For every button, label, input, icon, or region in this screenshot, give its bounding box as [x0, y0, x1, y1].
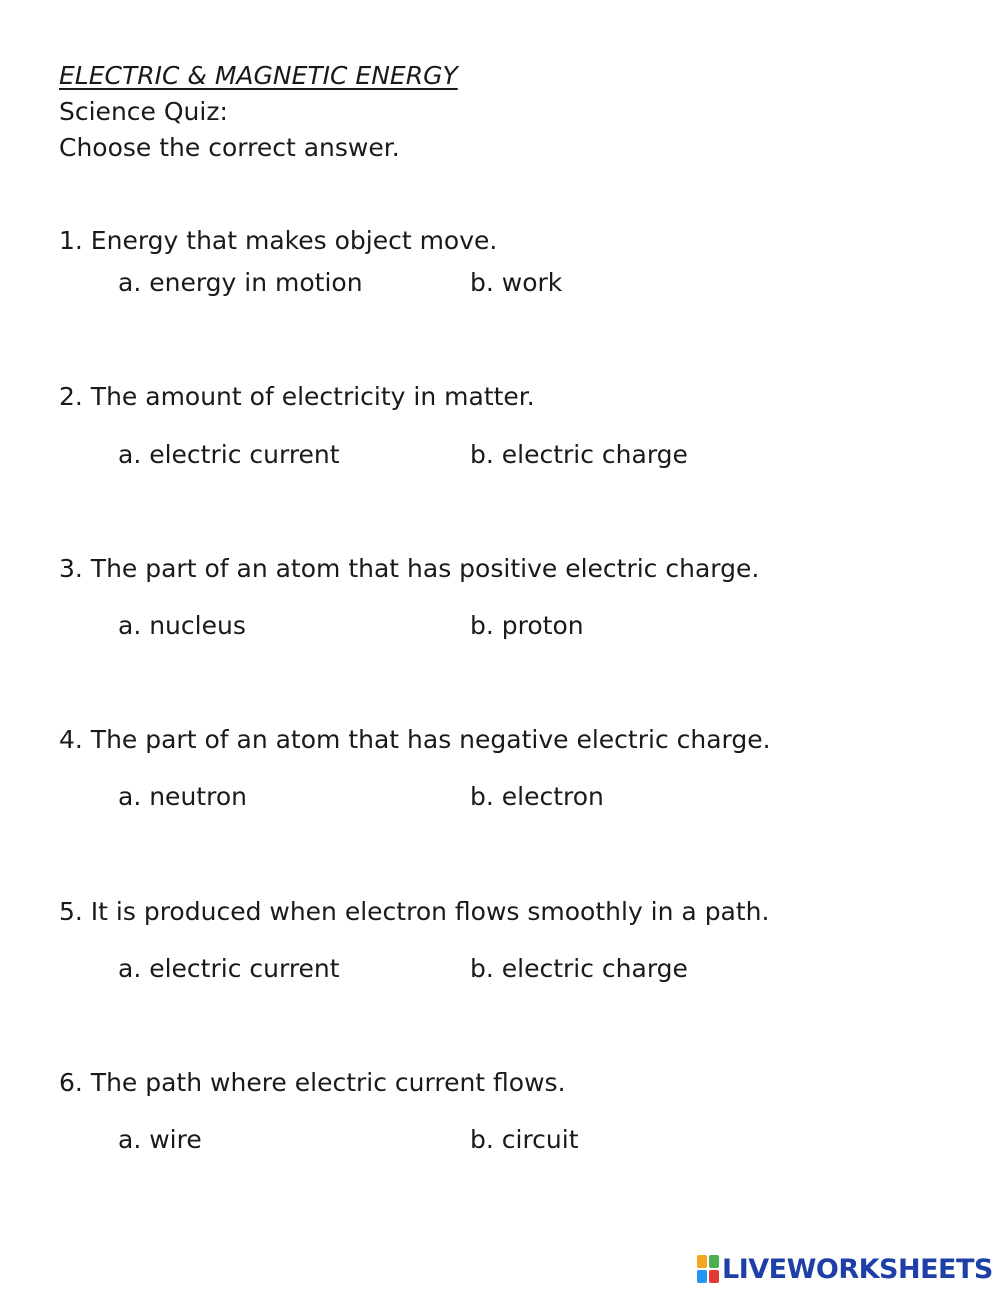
logo-block [709, 1255, 719, 1268]
question-5-option-b[interactable]: b. electric charge [470, 954, 688, 983]
worksheet-subtitle: Science Quiz: [59, 97, 228, 126]
question-3-option-b[interactable]: b. proton [470, 611, 584, 640]
question-1-option-b[interactable]: b. work [470, 268, 563, 297]
question-5: 5. It is produced when electron flows smoothly in a path. [59, 897, 770, 926]
question-1-option-a[interactable]: a. energy in motion [118, 268, 363, 297]
question-5-option-a[interactable]: a. electric current [118, 954, 340, 983]
worksheet-header [59, 58, 458, 166]
logo-block [697, 1255, 707, 1268]
question-2-option-b[interactable]: b. electric charge [470, 440, 688, 469]
question-4-option-b[interactable]: b. electron [470, 782, 604, 811]
logo-block [697, 1270, 707, 1283]
question-1: 1. Energy that makes object move. [59, 226, 498, 255]
liveworksheets-logo [697, 1254, 993, 1284]
logo-blocks-icon [697, 1255, 719, 1283]
question-2-option-a[interactable]: a. electric current [118, 440, 340, 469]
worksheet-instruction: Choose the correct answer. [59, 133, 400, 162]
question-2: 2. The amount of electricity in matter. [59, 382, 535, 411]
worksheet-title: ELECTRIC & MAGNETIC ENERGY [59, 61, 458, 90]
question-3-option-a[interactable]: a. nucleus [118, 611, 246, 640]
question-4: 4. The part of an atom that has negative electric charge. [59, 725, 771, 754]
question-6: 6. The path where electric current flows. [59, 1068, 566, 1097]
logo-text: LIVEWORKSHEETS [722, 1253, 993, 1285]
question-6-option-b[interactable]: b. circuit [470, 1125, 579, 1154]
question-4-option-a[interactable]: a. neutron [118, 782, 247, 811]
logo-block [709, 1270, 719, 1283]
question-3: 3. The part of an atom that has positive electric charge. [59, 554, 760, 583]
question-6-option-a[interactable]: a. wire [118, 1125, 202, 1154]
